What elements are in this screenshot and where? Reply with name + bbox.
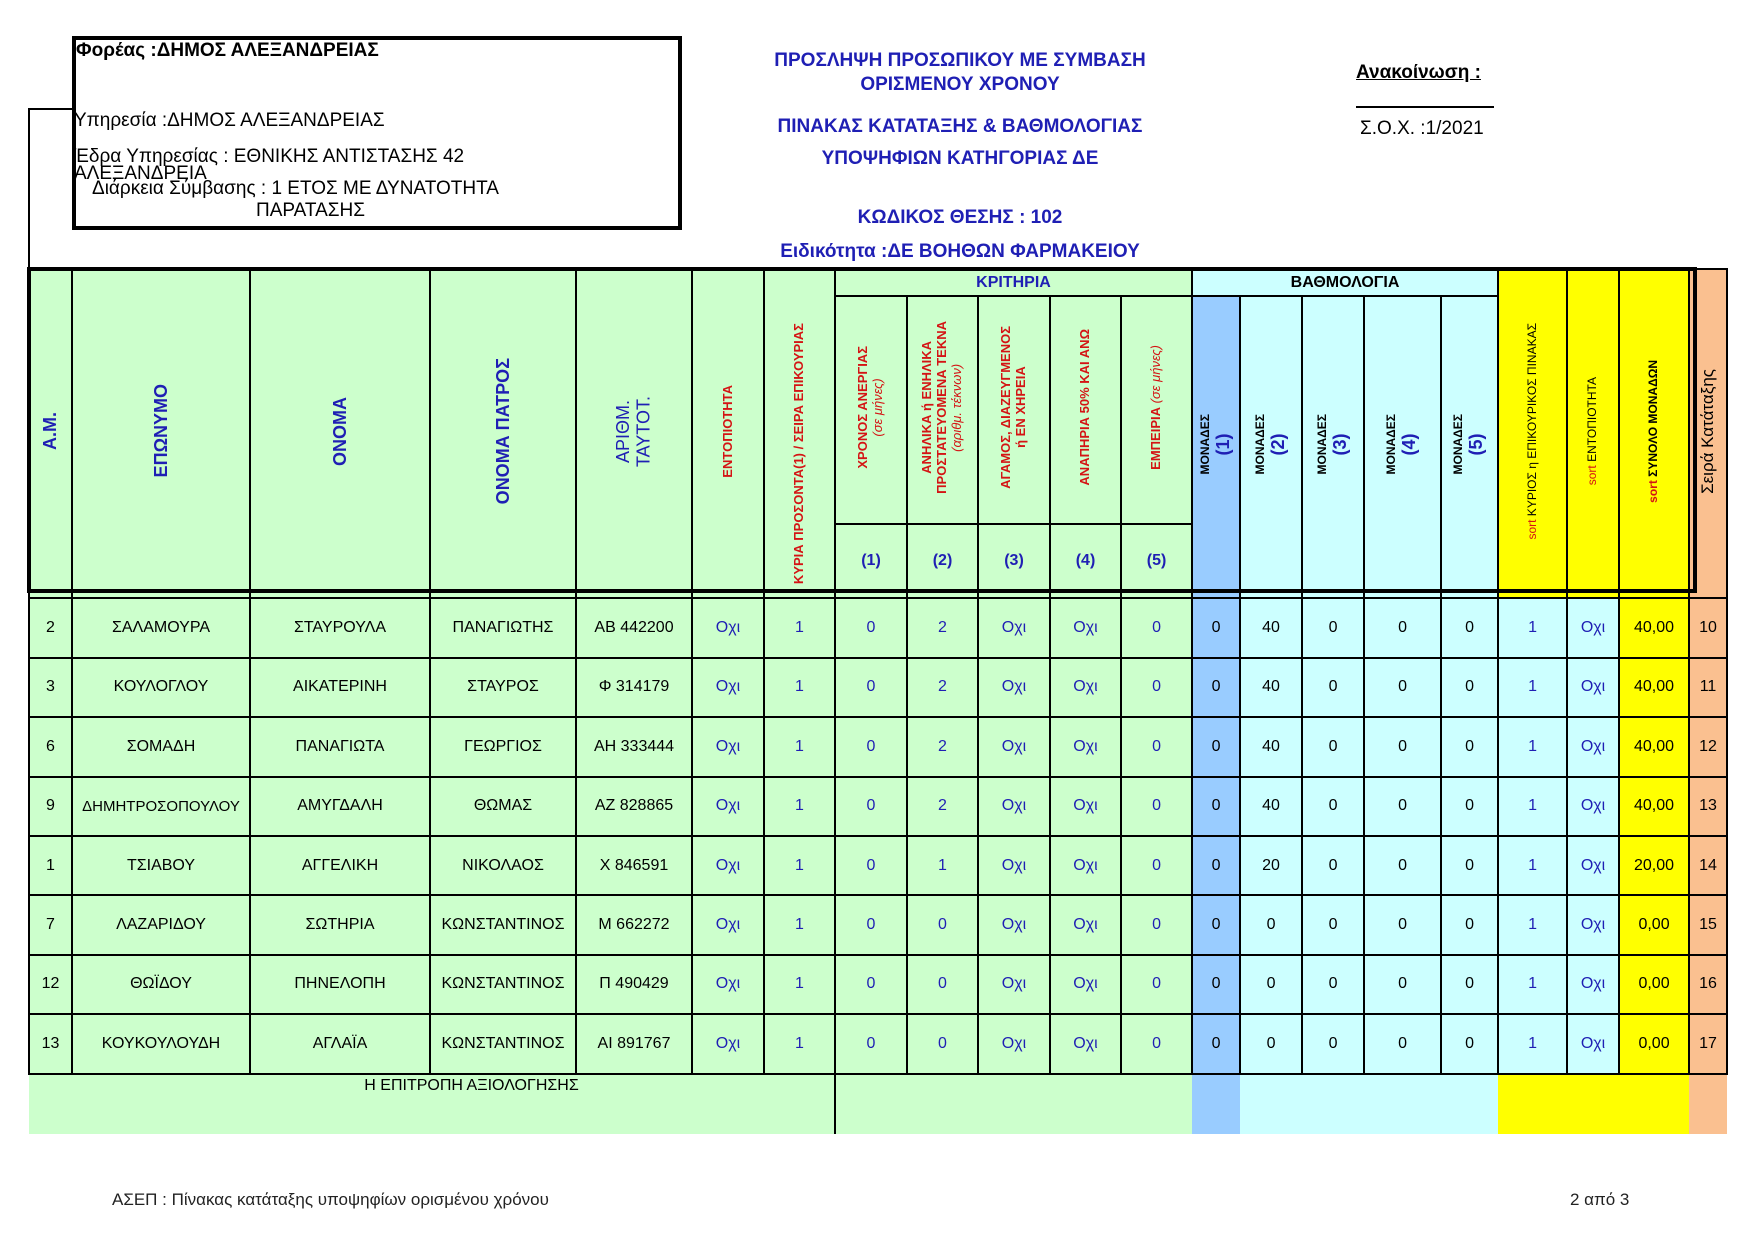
cell-surname: ΤΣΙΑΒΟΥ: [72, 836, 250, 895]
committee-blank: [1498, 1074, 1689, 1134]
cell-name: ΑΙΚΑΤΕΡΙΝΗ: [250, 658, 430, 717]
cell-name: ΑΜΥΓΔΑΛΗ: [250, 777, 430, 836]
cell-c3: Οχι: [978, 598, 1050, 657]
committee-blank: [835, 1074, 1192, 1134]
cell-id: ΑΙ 891767: [576, 1014, 692, 1073]
cell-c2: 2: [907, 717, 978, 776]
cell-total: 0,00: [1619, 895, 1689, 954]
cell-surname: ΘΩΪΔΟΥ: [72, 955, 250, 1014]
cell-am: 3: [29, 658, 72, 717]
cell-rank: 14: [1689, 836, 1727, 895]
table-title: ΠΙΝΑΚΑΣ ΚΑΤΑΤΑΞΗΣ & ΒΑΘΜΟΛΟΓΙΑΣ: [777, 116, 1143, 137]
cell-id: Μ 662272: [576, 895, 692, 954]
cell-c5: 0: [1121, 717, 1192, 776]
cell-total: 40,00: [1619, 598, 1689, 657]
footer-page-number: 2 από 3: [1570, 1190, 1630, 1209]
col-header-c4: ΑΝΑΠΗΡΙΑ 50% ΚΑΙ ΑΝΩ: [1050, 296, 1121, 524]
cell-u1: 0: [1192, 955, 1240, 1014]
cell-c1: 0: [835, 1014, 907, 1073]
cell-sort-loc: Οχι: [1567, 1014, 1619, 1073]
cell-u1: 0: [1192, 836, 1240, 895]
cell-c5: 0: [1121, 598, 1192, 657]
cell-u1: 0: [1192, 895, 1240, 954]
cell-c5: 0: [1121, 895, 1192, 954]
cell-id: ΑΒ 442200: [576, 598, 692, 657]
cell-c2: 0: [907, 895, 978, 954]
cell-total: 40,00: [1619, 717, 1689, 776]
specialty: Ειδικότητα :ΔΕ ΒΟΗΘΩΝ ΦΑΡΜΑΚΕΙΟΥ: [780, 241, 1140, 262]
col-header-sort-main: sort ΚΥΡΙΟΣ η ΕΠΙΚΟΥΡΙΚΟΣ ΠΙΝΑΚΑΣ: [1498, 269, 1567, 598]
cell-id: ΑΖ 828865: [576, 777, 692, 836]
cell-id: Φ 314179: [576, 658, 692, 717]
cell-u1: 0: [1192, 658, 1240, 717]
col-header-sort-loc: sort ΕΝΤΟΠΙΟΤΗΤΑ: [1567, 269, 1619, 598]
cell-name: ΣΩΤΗΡΙΑ: [250, 895, 430, 954]
cell-u4: 0: [1364, 717, 1441, 776]
cell-u3: 0: [1302, 598, 1364, 657]
cell-am: 6: [29, 717, 72, 776]
cell-sort-loc: Οχι: [1567, 717, 1619, 776]
cell-c5: 0: [1121, 955, 1192, 1014]
col-header-am: Α.Μ.: [29, 269, 72, 598]
col-num-1: (1): [835, 524, 907, 599]
cell-am: 7: [29, 895, 72, 954]
cell-main: 1: [764, 658, 835, 717]
cell-am: 1: [29, 836, 72, 895]
cell-c1: 0: [835, 895, 907, 954]
cell-sort-main: 1: [1498, 717, 1567, 776]
col-header-u4: ΜΟΝΑΔΕΣ (4): [1364, 296, 1441, 598]
cell-c2: 2: [907, 777, 978, 836]
ranking-table: [28, 268, 1728, 1134]
cell-c1: 0: [835, 836, 907, 895]
cell-u2: 0: [1240, 1014, 1302, 1073]
cell-sort-loc: Οχι: [1567, 895, 1619, 954]
cell-sort-main: 1: [1498, 777, 1567, 836]
col-header-locality: ΕΝΤΟΠΙΟΤΗΤΑ: [692, 269, 764, 598]
page-footer: [0, 1190, 1754, 1209]
cell-surname: ΚΟΥΛΟΓΛΟΥ: [72, 658, 250, 717]
service-label: Υπηρεσία :ΔΗΜΟΣ ΑΛΕΞΑΝΔΡΕΙΑΣ: [74, 110, 385, 131]
cell-father: ΓΕΩΡΓΙΟΣ: [430, 717, 576, 776]
col-header-father: ΟΝΟΜΑ ΠΑΤΡΟΣ: [430, 269, 576, 598]
col-num-5: (5): [1121, 524, 1192, 599]
cell-total: 0,00: [1619, 955, 1689, 1014]
committee-blank: [1689, 1074, 1727, 1134]
col-header-surname: ΕΠΩΝΥΜΟ: [72, 269, 250, 598]
cell-c2: 0: [907, 955, 978, 1014]
connector-line: [28, 108, 74, 110]
cell-u3: 0: [1302, 955, 1364, 1014]
cell-c5: 0: [1121, 1014, 1192, 1073]
col-num-3: (3): [978, 524, 1050, 599]
cell-u3: 0: [1302, 836, 1364, 895]
cell-locality: Οχι: [692, 658, 764, 717]
cell-u4: 0: [1364, 598, 1441, 657]
cell-sort-loc: Οχι: [1567, 598, 1619, 657]
cell-c5: 0: [1121, 658, 1192, 717]
cell-name: ΑΓΛΑΪΑ: [250, 1014, 430, 1073]
col-header-sort-total: sort ΣΥΝΟΛΟ ΜΟΝΑΔΩΝ: [1619, 269, 1689, 598]
cell-c2: 0: [907, 1014, 978, 1073]
cell-father: ΣΤΑΥΡΟΣ: [430, 658, 576, 717]
cell-locality: Οχι: [692, 598, 764, 657]
cell-name: ΠΑΝΑΓΙΩΤΑ: [250, 717, 430, 776]
cell-rank: 15: [1689, 895, 1727, 954]
cell-rank: 11: [1689, 658, 1727, 717]
cell-c4: Οχι: [1050, 598, 1121, 657]
cell-c3: Οχι: [978, 777, 1050, 836]
cell-id: Π 490429: [576, 955, 692, 1014]
cell-u4: 0: [1364, 895, 1441, 954]
table-row: [29, 955, 1727, 1014]
col-header-main: ΚΥΡΙΑ ΠΡΟΣΟΝΤΑ(1) / ΣΕΙΡΑ ΕΠΙΚΟΥΡΙΑΣ: [764, 269, 835, 598]
cell-c3: Οχι: [978, 717, 1050, 776]
cell-total: 0,00: [1619, 1014, 1689, 1073]
connector-line: [28, 108, 30, 270]
cell-rank: 16: [1689, 955, 1727, 1014]
col-header-c1: ΧΡΟΝΟΣ ΑΝΕΡΓΙΑΣ (σε μήνες): [835, 296, 907, 524]
cell-c2: 2: [907, 598, 978, 657]
cell-c4: Οχι: [1050, 955, 1121, 1014]
cell-am: 2: [29, 598, 72, 657]
cell-u3: 0: [1302, 895, 1364, 954]
cell-sort-loc: Οχι: [1567, 836, 1619, 895]
cell-u2: 40: [1240, 658, 1302, 717]
cell-locality: Οχι: [692, 895, 764, 954]
cell-c2: 1: [907, 836, 978, 895]
group-score: ΒΑΘΜΟΛΟΓΙΑ: [1192, 269, 1498, 296]
cell-c4: Οχι: [1050, 777, 1121, 836]
cell-locality: Οχι: [692, 1014, 764, 1073]
committee-row: [29, 1074, 1727, 1134]
col-header-c3: ΑΓΑΜΟΣ, ΔΙΑΖΕΥΓΜΕΝΟΣ ή ΕΝ ΧΗΡΕΙΑ: [978, 296, 1050, 524]
cell-rank: 12: [1689, 717, 1727, 776]
cell-u4: 0: [1364, 1014, 1441, 1073]
cell-locality: Οχι: [692, 836, 764, 895]
cell-u3: 0: [1302, 1014, 1364, 1073]
cell-am: 12: [29, 955, 72, 1014]
cell-u4: 0: [1364, 777, 1441, 836]
cell-total: 40,00: [1619, 658, 1689, 717]
cell-surname: ΔΗΜΗΤΡΟΣΟΠΟΥΛΟΥ: [72, 777, 250, 836]
cell-u5: 0: [1441, 777, 1498, 836]
cell-main: 1: [764, 1014, 835, 1073]
cell-id: Χ 846591: [576, 836, 692, 895]
col-header-u1: ΜΟΝΑΔΕΣ (1): [1192, 296, 1240, 598]
cell-sort-main: 1: [1498, 955, 1567, 1014]
cell-sort-main: 1: [1498, 895, 1567, 954]
cell-sort-loc: Οχι: [1567, 777, 1619, 836]
cell-main: 1: [764, 777, 835, 836]
cell-c1: 0: [835, 658, 907, 717]
cell-am: 9: [29, 777, 72, 836]
seat-continuation: ΑΛΕΞΑΝΔΡΕΙΑ: [74, 163, 207, 184]
cell-u2: 0: [1240, 955, 1302, 1014]
announcement-line: [1356, 106, 1494, 108]
col-header-id: ΑΡΙΘΜ. ΤΑΥΤΟΤ.: [576, 269, 692, 598]
cell-u2: 0: [1240, 895, 1302, 954]
cell-rank: 17: [1689, 1014, 1727, 1073]
cell-sort-main: 1: [1498, 1014, 1567, 1073]
table-subtitle: ΥΠΟΨΗΦΙΩΝ ΚΑΤΗΓΟΡΙΑΣ ΔΕ: [821, 148, 1099, 169]
cell-c4: Οχι: [1050, 895, 1121, 954]
table-row: [29, 777, 1727, 836]
footer-left: ΑΣΕΠ : Πίνακας κατάταξης υποψηφίων ορισμένου χρόνου: [112, 1190, 549, 1209]
page-title-cont: ΟΡΙΣΜΕΝΟΥ ΧΡΟΝΟΥ: [860, 74, 1060, 95]
cell-locality: Οχι: [692, 777, 764, 836]
cell-c3: Οχι: [978, 1014, 1050, 1073]
committee-blank: [1192, 1074, 1240, 1134]
cell-locality: Οχι: [692, 717, 764, 776]
cell-father: ΚΩΝΣΤΑΝΤΙΝΟΣ: [430, 955, 576, 1014]
cell-u4: 0: [1364, 658, 1441, 717]
table-row: [29, 598, 1727, 657]
cell-name: ΠΗΝΕΛΟΠΗ: [250, 955, 430, 1014]
cell-c1: 0: [835, 955, 907, 1014]
seat-label: Έδρα Υπηρεσίας : ΕΘΝΙΚΗΣ ΑΝΤΙΣΤΑΣΗΣ 42: [74, 146, 465, 167]
cell-c4: Οχι: [1050, 1014, 1121, 1073]
table-row: [29, 895, 1727, 954]
cell-surname: ΚΟΥΚΟΥΛΟΥΔΗ: [72, 1014, 250, 1073]
page-title: ΠΡΟΣΛΗΨΗ ΠΡΟΣΩΠΙΚΟΥ ΜΕ ΣΥΜΒΑΣΗ: [774, 50, 1146, 71]
cell-name: ΣΤΑΥΡΟΥΛΑ: [250, 598, 430, 657]
col-header-rank: Σειρά Κατάταξης: [1689, 269, 1727, 598]
duration-label: Διάρκεια Σύμβασης : 1 ΕΤΟΣ ΜΕ ΔΥΝΑΤΟΤΗΤΑ: [92, 178, 499, 199]
cell-id: ΑΗ 333444: [576, 717, 692, 776]
cell-c1: 0: [835, 777, 907, 836]
cell-c3: Οχι: [978, 955, 1050, 1014]
cell-u5: 0: [1441, 598, 1498, 657]
cell-rank: 13: [1689, 777, 1727, 836]
cell-main: 1: [764, 955, 835, 1014]
col-header-name: ΟΝΟΜΑ: [250, 269, 430, 598]
cell-u1: 0: [1192, 717, 1240, 776]
cell-u5: 0: [1441, 895, 1498, 954]
group-criteria: ΚΡΙΤΗΡΙΑ: [835, 269, 1192, 296]
cell-father: ΘΩΜΑΣ: [430, 777, 576, 836]
cell-u5: 0: [1441, 658, 1498, 717]
cell-u1: 0: [1192, 777, 1240, 836]
cell-father: ΠΑΝΑΓΙΩΤΗΣ: [430, 598, 576, 657]
cell-c2: 2: [907, 658, 978, 717]
agency-label: Φορέας :ΔΗΜΟΣ ΑΛΕΞΑΝΔΡΕΙΑΣ: [76, 40, 379, 61]
cell-c3: Οχι: [978, 658, 1050, 717]
cell-c3: Οχι: [978, 836, 1050, 895]
cell-u5: 0: [1441, 955, 1498, 1014]
sox-number: Σ.Ο.Χ. :1/2021: [1360, 118, 1484, 139]
cell-sort-main: 1: [1498, 598, 1567, 657]
cell-u5: 0: [1441, 836, 1498, 895]
cell-sort-loc: Οχι: [1567, 955, 1619, 1014]
table-row: [29, 658, 1727, 717]
cell-u2: 40: [1240, 777, 1302, 836]
cell-name: ΑΓΓΕΛΙΚΗ: [250, 836, 430, 895]
cell-c1: 0: [835, 717, 907, 776]
cell-am: 13: [29, 1014, 72, 1073]
cell-u4: 0: [1364, 955, 1441, 1014]
committee-blank: [1240, 1074, 1498, 1134]
cell-u2: 40: [1240, 717, 1302, 776]
cell-u2: 20: [1240, 836, 1302, 895]
cell-surname: ΣΟΜΑΔΗ: [72, 717, 250, 776]
col-header-c5: ΕΜΠΕΙΡΙΑ (σε μήνες): [1121, 296, 1192, 524]
cell-c5: 0: [1121, 836, 1192, 895]
position-code: ΚΩΔΙΚΟΣ ΘΕΣΗΣ : 102: [857, 207, 1063, 228]
cell-c1: 0: [835, 598, 907, 657]
col-header-c2: ΑΝΗΛΙΚΑ ή ΕΝΗΛΙΚΑ ΠΡΟΣΤΑΤΕΥΟΜΕΝΑ ΤΕΚΝΑ (αριθμ. τέκνων): [907, 296, 978, 524]
cell-main: 1: [764, 895, 835, 954]
cell-sort-loc: Οχι: [1567, 658, 1619, 717]
committee-label: Η ΕΠΙΤΡΟΠΗ ΑΞΙΟΛΟΓΗΣΗΣ: [29, 1074, 835, 1134]
cell-u1: 0: [1192, 1014, 1240, 1073]
cell-locality: Οχι: [692, 955, 764, 1014]
cell-c3: Οχι: [978, 895, 1050, 954]
cell-surname: ΣΑΛΑΜΟΥΡΑ: [72, 598, 250, 657]
cell-total: 20,00: [1619, 836, 1689, 895]
table-row: [29, 717, 1727, 776]
cell-u4: 0: [1364, 836, 1441, 895]
cell-main: 1: [764, 836, 835, 895]
cell-father: ΚΩΝΣΤΑΝΤΙΝΟΣ: [430, 1014, 576, 1073]
cell-u3: 0: [1302, 658, 1364, 717]
col-header-u5: ΜΟΝΑΔΕΣ (5): [1441, 296, 1498, 598]
col-num-2: (2): [907, 524, 978, 599]
cell-u3: 0: [1302, 777, 1364, 836]
cell-sort-main: 1: [1498, 836, 1567, 895]
cell-father: ΝΙΚΟΛΑΟΣ: [430, 836, 576, 895]
col-header-u3: ΜΟΝΑΔΕΣ (3): [1302, 296, 1364, 598]
table-row: [29, 836, 1727, 895]
cell-u5: 0: [1441, 1014, 1498, 1073]
agency-info-box: [72, 36, 682, 230]
cell-u1: 0: [1192, 598, 1240, 657]
cell-c4: Οχι: [1050, 717, 1121, 776]
table-row: [29, 1014, 1727, 1073]
cell-c5: 0: [1121, 777, 1192, 836]
cell-sort-main: 1: [1498, 658, 1567, 717]
cell-main: 1: [764, 598, 835, 657]
cell-u3: 0: [1302, 717, 1364, 776]
cell-u2: 40: [1240, 598, 1302, 657]
duration-label-cont: ΠΑΡΑΤΑΣΗΣ: [256, 200, 365, 221]
cell-u5: 0: [1441, 717, 1498, 776]
cell-father: ΚΩΝΣΤΑΝΤΙΝΟΣ: [430, 895, 576, 954]
cell-total: 40,00: [1619, 777, 1689, 836]
cell-c4: Οχι: [1050, 658, 1121, 717]
cell-c4: Οχι: [1050, 836, 1121, 895]
col-num-4: (4): [1050, 524, 1121, 599]
cell-main: 1: [764, 717, 835, 776]
announcement-label: Ανακοίνωση :: [1356, 62, 1481, 83]
cell-rank: 10: [1689, 598, 1727, 657]
col-header-u2: ΜΟΝΑΔΕΣ (2): [1240, 296, 1302, 598]
cell-surname: ΛΑΖΑΡΙΔΟΥ: [72, 895, 250, 954]
